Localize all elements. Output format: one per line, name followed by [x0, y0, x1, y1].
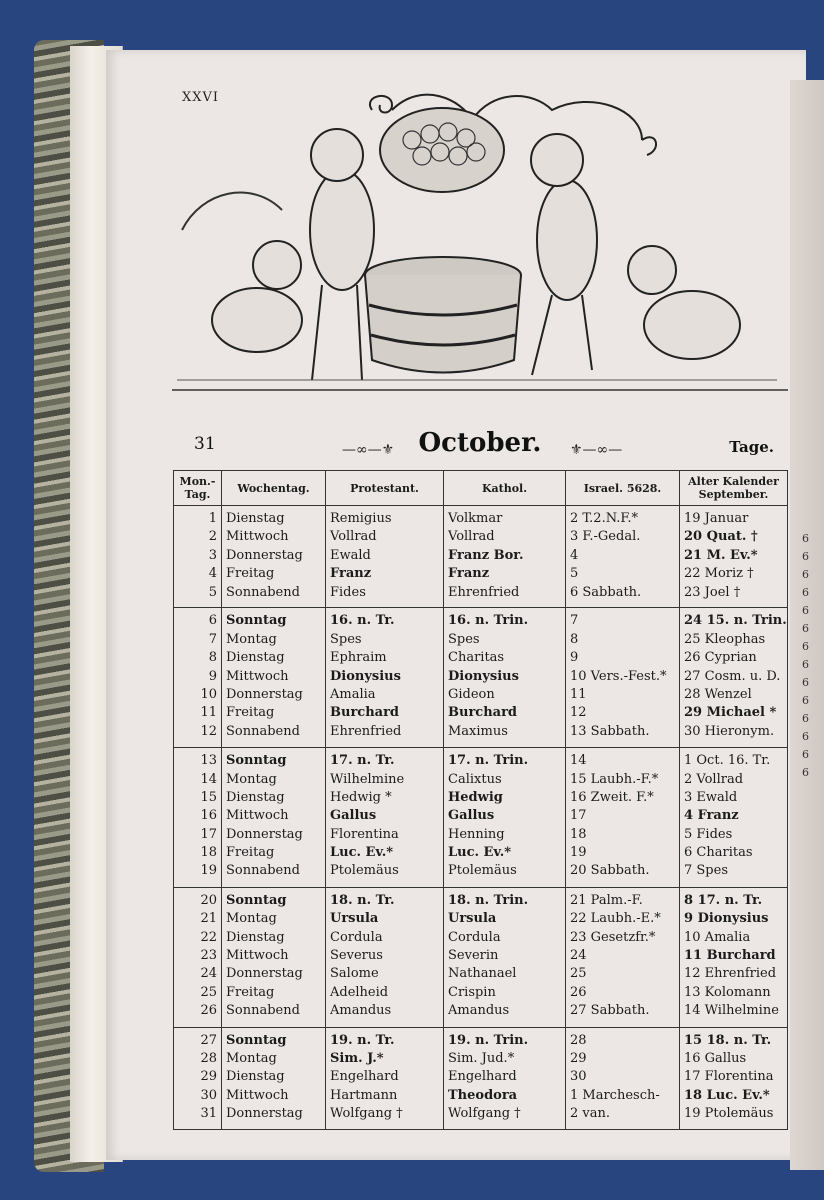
old-calendar-entry: 6 Charitas	[684, 845, 753, 861]
page-number: XXVI	[182, 90, 220, 105]
protestant-saint: Franz	[330, 566, 372, 582]
protestant-saint: Vollrad	[330, 529, 377, 545]
facing-page-digit: 6	[802, 658, 809, 671]
old-calendar-entry: 26 Cyprian	[684, 650, 757, 666]
protestant-saint: Remigius	[330, 511, 392, 526]
protestant-saint: Engelhard	[330, 1069, 399, 1085]
protestant-saint: Florentina	[330, 826, 399, 842]
catholic-saint: Sim. Jud.*	[448, 1050, 515, 1066]
catholic-saint: Gideon	[448, 686, 495, 702]
old-calendar-entry: 14 Wilhelmine	[684, 1003, 779, 1019]
weekday: Sonntag	[226, 613, 287, 629]
weekday: Sonnabend	[226, 1003, 300, 1019]
day-number: 16	[200, 808, 217, 824]
weekday: Mittwoch	[226, 1087, 289, 1103]
weekday: Dienstag	[226, 650, 285, 666]
weekday: Donnerstag	[226, 966, 303, 982]
day-number: 13	[200, 753, 217, 769]
israel-entry: 16 Zweit. F.*	[570, 789, 654, 805]
day-number: 26	[200, 1003, 217, 1019]
month-title: October.	[418, 428, 542, 458]
catholic-saint: Burchard	[448, 705, 518, 721]
old-calendar-entry: 7 Spes	[684, 863, 728, 879]
days-label: Tage.	[729, 438, 774, 456]
weekday: Sonntag	[226, 1032, 287, 1048]
old-calendar-entry: 17 Florentina	[684, 1069, 774, 1085]
israel-entry: 11	[570, 686, 587, 702]
protestant-saint: Hedwig *	[330, 789, 392, 805]
catholic-saint: Hedwig	[448, 789, 503, 805]
israel-entry: 13 Sabbath.	[570, 723, 650, 739]
old-calendar-entry: 16 Gallus	[684, 1050, 747, 1066]
israel-entry: 26	[570, 984, 587, 1000]
old-calendar-entry: 27 Cosm. u. D.	[684, 668, 781, 684]
weekday: Sonnabend	[226, 863, 300, 879]
facing-page-digit: 6	[802, 532, 809, 545]
facing-page-digit: 6	[802, 622, 809, 635]
catholic-saint: Engelhard	[448, 1069, 517, 1085]
header-mon-tag: Mon.-Tag.	[174, 471, 222, 506]
day-number: 17	[200, 826, 217, 842]
catholic-saint: Crispin	[448, 984, 496, 1000]
catholic-saint: Volkmar	[448, 511, 503, 526]
protestant-saint: 18. n. Tr.	[330, 892, 395, 908]
catholic-saint: Dionysius	[448, 668, 519, 684]
old-calendar-entry: 22 Moriz †	[684, 566, 754, 582]
protestant-saint: Wilhelmine	[330, 771, 405, 787]
israel-entry: 19	[570, 845, 587, 861]
israel-entry: 28	[570, 1032, 587, 1048]
catholic-saint: Spes	[448, 631, 480, 647]
old-calendar-entry: 11 Burchard	[684, 948, 776, 964]
catholic-saint: Nathanael	[448, 966, 517, 982]
day-number: 28	[200, 1050, 217, 1066]
catholic-saint: Charitas	[448, 650, 505, 666]
header-wochentag: Wochentag.	[222, 471, 326, 506]
header-kathol: Kathol.	[444, 471, 566, 506]
header-alter-kalender: Alter Kalender September.	[680, 471, 788, 506]
day-number: 24	[200, 966, 217, 982]
catholic-saint: Amandus	[448, 1003, 510, 1019]
calendar-table	[173, 470, 788, 1130]
protestant-saint: Gallus	[330, 808, 377, 824]
week-group	[174, 748, 788, 888]
catholic-saint: Cordula	[448, 929, 501, 945]
facing-page-digit: 6	[802, 748, 809, 761]
israel-entry: 23 Gesetzfr.*	[570, 929, 656, 945]
catholic-saint: 18. n. Trin.	[448, 892, 529, 908]
facing-page-edge	[790, 80, 824, 1170]
day-number: 21	[200, 911, 217, 927]
israel-entry: 6 Sabbath.	[570, 584, 642, 600]
day-number: 1	[208, 511, 217, 526]
catholic-saint: 16. n. Trin.	[448, 613, 529, 629]
day-number: 25	[200, 984, 217, 1000]
day-number: 2	[208, 529, 217, 545]
weekday: Donnerstag	[226, 826, 303, 842]
israel-entry: 30	[570, 1069, 587, 1085]
facing-page-digit: 6	[802, 604, 809, 617]
protestant-saint: Hartmann	[330, 1087, 398, 1103]
weekday: Mittwoch	[226, 529, 289, 545]
weekday: Montag	[226, 771, 277, 787]
israel-entry: 22 Laubh.-E.*	[570, 911, 661, 927]
weekday: Freitag	[226, 705, 275, 721]
weekday: Donnerstag	[226, 686, 303, 702]
protestant-saint: Ehrenfried	[330, 723, 402, 739]
israel-entry: 29	[570, 1050, 587, 1066]
day-number: 19	[200, 863, 217, 879]
facing-page-digit: 6	[802, 550, 809, 563]
protestant-saint: Salome	[330, 966, 379, 982]
old-calendar-entry: 30 Hieronym.	[684, 723, 775, 739]
israel-entry: 10 Vers.-Fest.*	[570, 668, 667, 684]
israel-entry: 17	[570, 808, 587, 824]
old-calendar-entry: 20 Quat. †	[684, 529, 758, 545]
weekday: Mittwoch	[226, 808, 289, 824]
day-number: 14	[200, 771, 217, 787]
old-calendar-entry: 8 17. n. Tr.	[684, 892, 763, 908]
day-number: 15	[200, 789, 217, 805]
old-calendar-entry: 12 Ehrenfried	[684, 966, 777, 982]
protestant-saint: Severus	[330, 948, 383, 964]
week-group	[174, 887, 788, 1027]
israel-entry: 18	[570, 826, 587, 842]
israel-entry: 27 Sabbath.	[570, 1003, 650, 1019]
header-israel: Israel. 5628.	[566, 471, 680, 506]
old-calendar-entry: 2 Vollrad	[684, 771, 744, 787]
catholic-saint: 19. n. Trin.	[448, 1032, 529, 1048]
protestant-saint: 19. n. Tr.	[330, 1032, 395, 1048]
day-number: 27	[200, 1032, 217, 1048]
israel-entry: 14	[570, 753, 587, 769]
day-number: 8	[208, 650, 217, 666]
weekday: Dienstag	[226, 1069, 285, 1085]
israel-entry: 2 van.	[570, 1106, 611, 1122]
israel-entry: 3 F.-Gedal.	[570, 529, 641, 545]
catholic-saint: Vollrad	[448, 529, 495, 545]
protestant-saint: Ewald	[330, 547, 371, 563]
israel-entry: 20 Sabbath.	[570, 863, 650, 879]
protestant-saint: Burchard	[330, 705, 400, 721]
day-number: 30	[200, 1087, 217, 1103]
old-calendar-entry: 4 Franz	[684, 808, 739, 824]
old-calendar-entry: 24 15. n. Trin.	[684, 613, 787, 629]
facing-page-digit: 6	[802, 586, 809, 599]
facing-page-digit: 6	[802, 640, 809, 653]
israel-entry: 24	[570, 948, 587, 964]
israel-entry: 2 T.2.N.F.*	[570, 511, 639, 526]
day-number: 29	[200, 1069, 217, 1085]
weekday: Montag	[226, 911, 277, 927]
weekday: Mittwoch	[226, 948, 289, 964]
old-calendar-entry: 28 Wenzel	[684, 686, 752, 702]
israel-entry: 4	[570, 547, 579, 563]
day-number: 5	[208, 584, 217, 600]
old-calendar-entry: 15 18. n. Tr.	[684, 1032, 772, 1048]
weekday: Freitag	[226, 984, 275, 1000]
protestant-saint: Adelheid	[330, 984, 389, 1000]
protestant-saint: 16. n. Tr.	[330, 613, 395, 629]
israel-entry: 21 Palm.-F.	[570, 892, 643, 908]
facing-page-digit: 6	[802, 568, 809, 581]
old-calendar-entry: 19 Januar	[684, 511, 749, 526]
header-protestant: Protestant.	[326, 471, 444, 506]
old-calendar-entry: 5 Fides	[684, 826, 733, 842]
catholic-saint: Franz Bor.	[448, 547, 524, 563]
catholic-saint: Calixtus	[448, 771, 502, 787]
protestant-saint: 17. n. Tr.	[330, 753, 395, 769]
protestant-saint: Spes	[330, 631, 362, 647]
old-calendar-entry: 23 Joel †	[684, 584, 741, 600]
catholic-saint: Ursula	[448, 911, 497, 927]
weekday: Mittwoch	[226, 668, 289, 684]
weekday: Freitag	[226, 845, 275, 861]
cherubs-wine-barrel-illustration	[172, 80, 788, 405]
facing-page-digit: 6	[802, 676, 809, 689]
facing-page-digit: 6	[802, 730, 809, 743]
israel-entry: 1 Marchesch-	[570, 1087, 660, 1103]
israel-entry: 9	[570, 650, 579, 666]
weekday: Sonntag	[226, 892, 287, 908]
weekday: Dienstag	[226, 789, 285, 805]
catholic-saint: Gallus	[448, 808, 495, 824]
israel-entry: 15 Laubh.-F.*	[570, 771, 659, 787]
protestant-saint: Cordula	[330, 929, 383, 945]
flourish-right-icon: ⚜—∞—	[570, 442, 623, 458]
protestant-saint: Amandus	[330, 1003, 392, 1019]
protestant-saint: Luc. Ev.*	[330, 845, 394, 861]
weekday: Freitag	[226, 566, 275, 582]
catholic-saint: Ptolemäus	[448, 863, 517, 879]
day-number: 10	[200, 686, 217, 702]
facing-page-digit: 6	[802, 712, 809, 725]
old-calendar-entry: 25 Kleophas	[684, 631, 766, 647]
old-calendar-entry: 18 Luc. Ev.*	[684, 1087, 770, 1103]
protestant-saint: Ursula	[330, 911, 379, 927]
israel-entry: 25	[570, 966, 587, 982]
protestant-saint: Fides	[330, 584, 366, 600]
catholic-saint: Wolfgang †	[448, 1106, 521, 1122]
facing-page-digit: 6	[802, 766, 809, 779]
protestant-saint: Ptolemäus	[330, 863, 399, 879]
catholic-saint: 17. n. Trin.	[448, 753, 529, 769]
week-group	[174, 608, 788, 748]
israel-entry: 12	[570, 705, 587, 721]
protestant-saint: Sim. J.*	[330, 1050, 384, 1066]
day-number: 31	[200, 1106, 217, 1122]
catholic-saint: Theodora	[448, 1087, 518, 1103]
weekday: Donnerstag	[226, 547, 303, 563]
weekday: Dienstag	[226, 929, 285, 945]
weekday: Montag	[226, 1050, 277, 1066]
day-number: 20	[200, 892, 217, 908]
old-calendar-entry: 13 Kolomann	[684, 984, 771, 1000]
day-number: 23	[200, 948, 217, 964]
week-group	[174, 1027, 788, 1129]
day-number: 6	[208, 613, 217, 629]
day-number: 11	[200, 705, 217, 721]
protestant-saint: Dionysius	[330, 668, 401, 684]
old-calendar-entry: 10 Amalia	[684, 929, 751, 945]
weekday: Dienstag	[226, 511, 285, 526]
day-number: 4	[208, 566, 217, 582]
day-number: 9	[208, 668, 217, 684]
days-count: 31	[194, 434, 216, 454]
catholic-saint: Ehrenfried	[448, 584, 520, 600]
catholic-saint: Luc. Ev.*	[448, 845, 512, 861]
israel-entry: 8	[570, 631, 579, 647]
old-calendar-entry: 9 Dionysius	[684, 911, 769, 927]
day-number: 18	[200, 845, 217, 861]
catholic-saint: Franz	[448, 566, 490, 582]
day-number: 22	[200, 929, 217, 945]
day-number: 3	[208, 547, 217, 563]
old-calendar-entry: 19 Ptolemäus	[684, 1106, 774, 1122]
israel-entry: 5	[570, 566, 579, 582]
catholic-saint: Severin	[448, 948, 499, 964]
day-number: 7	[208, 631, 217, 647]
protestant-saint: Amalia	[330, 686, 376, 702]
week-group	[174, 506, 788, 608]
israel-entry: 7	[570, 613, 579, 629]
catholic-saint: Henning	[448, 826, 505, 842]
flourish-left-icon: —∞—⚜	[342, 442, 395, 458]
month-header	[172, 426, 788, 462]
protestant-saint: Wolfgang †	[330, 1106, 403, 1122]
old-calendar-entry: 29 Michael *	[684, 705, 777, 721]
weekday: Sonntag	[226, 753, 287, 769]
protestant-saint: Ephraim	[330, 650, 387, 666]
weekday: Sonnabend	[226, 584, 300, 600]
day-number: 12	[200, 723, 217, 739]
old-calendar-entry: 3 Ewald	[684, 789, 738, 805]
weekday: Donnerstag	[226, 1106, 303, 1122]
old-calendar-entry: 1 Oct. 16. Tr.	[684, 753, 771, 769]
catholic-saint: Maximus	[448, 723, 508, 739]
facing-page-digit: 6	[802, 694, 809, 707]
weekday: Sonnabend	[226, 723, 300, 739]
old-calendar-entry: 21 M. Ev.*	[684, 547, 758, 563]
weekday: Montag	[226, 631, 277, 647]
